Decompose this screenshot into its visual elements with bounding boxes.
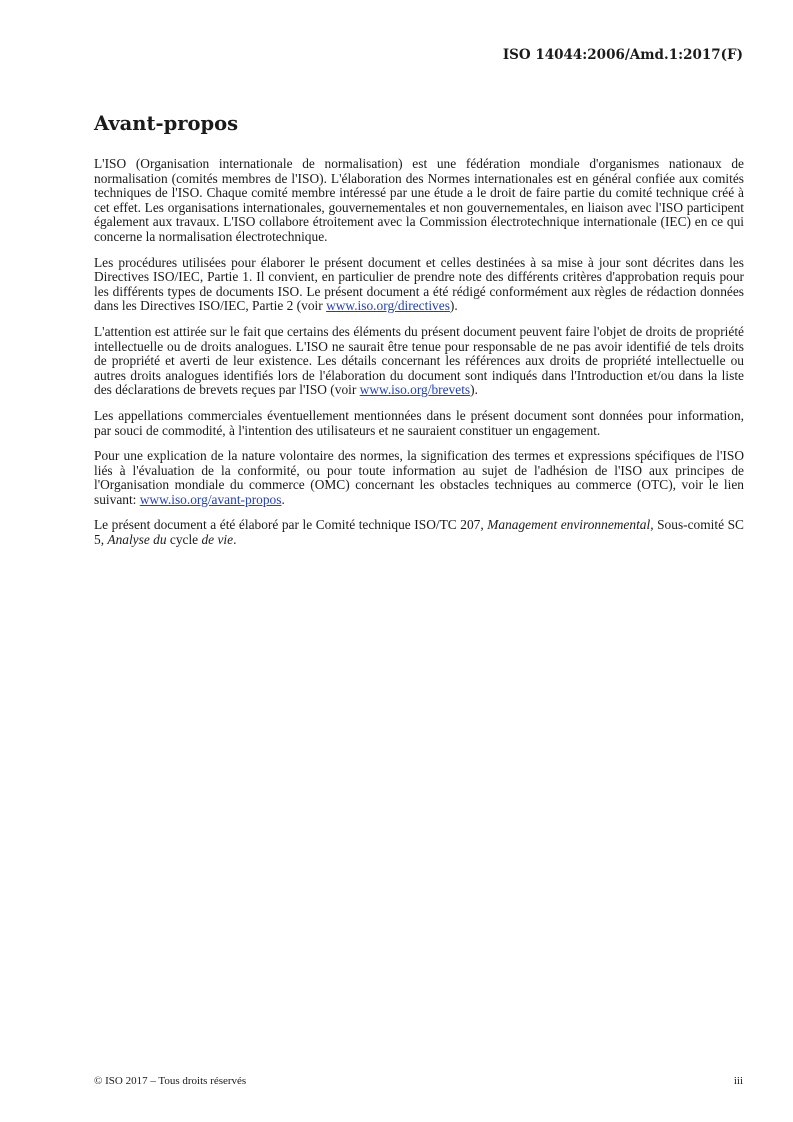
paragraph-text: Pour une explication de la nature volontaire des normes, la signification des termes et expressions spécifiques de l'ISO liés à l'évaluation de la conformité, ou pour toute information au sujet de l'adhésion de l'ISO aux principes de l'Organisation mondiale du commerce (OMC) concernant les obstacles techniques au commerce (OTC), voir le lien suivant: — [94, 448, 744, 507]
foreword-link[interactable]: www.iso.org/avant-propos — [139, 491, 282, 507]
paragraph-text: Les appellations commerciales éventuellement mentionnées dans le présent document sont données pour information, par souci de commodité, à l'intention des utilisateurs et ne sauraient constituer un engagement. — [94, 407, 744, 438]
subcommittee-name-part1: Analyse du — [107, 532, 167, 548]
paragraph-iso-description — [94, 157, 744, 245]
paragraph-patents — [94, 325, 744, 398]
directives-link[interactable]: www.iso.org/directives — [326, 298, 450, 314]
page-title: Avant-propos — [94, 112, 239, 135]
paragraph-text: Les procédures utilisées pour élaborer le présent document et celles destinées à sa mise à jour sont décrites dans les Directives ISO/IEC, Partie 1. Il convient, en particulier de prendre note des différents critères d'approbation requis pour les différents types de documents ISO. Le présent document a été rédigé conformément aux règles de rédaction données dans les Directives ISO/IEC, Partie 2 (voir — [94, 254, 744, 314]
paragraph-text: ). — [470, 382, 478, 398]
patents-link[interactable]: www.iso.org/brevets — [359, 382, 471, 398]
paragraph-procedures — [94, 256, 744, 314]
page-number: iii — [733, 1075, 743, 1087]
subcommittee-name-part2: de vie — [201, 532, 234, 548]
committee-name: Management environnemental — [487, 517, 651, 533]
paragraph-trade-names — [94, 409, 744, 438]
main-content — [94, 112, 744, 559]
copyright-notice: © ISO 2017 – Tous droits réservés — [94, 1075, 247, 1087]
paragraph-text: L'ISO (Organisation internationale de normalisation) est une fédération mondiale d'organismes nationaux de normalisation (comités membres de l'ISO). L'élaboration des Normes internationales est en général confiée aux comités techniques de l'ISO. Chaque comité membre intéressé par une étude a le droit de faire partie du comité technique créé à cet effet. Les organisations internationales, gouvernementales et non gouvernementales, en liaison avec l'ISO participent également aux travaux. L'ISO collabore étroitement avec la Commission électrotechnique internationale (IEC) en ce qui concerne la normalisation électrotechnique. — [94, 156, 744, 244]
paragraph-text: . — [281, 491, 285, 507]
paragraph-committee — [94, 518, 744, 547]
paragraph-text: Le présent document a été élaboré par le Comité technique ISO/TC 207, — [94, 517, 488, 533]
paragraph-text: cycle — [166, 532, 202, 548]
paragraph-text: L'attention est attirée sur le fait que certains des éléments du présent document peuvent faire l'objet de droits de propriété intellectuelle ou de droits analogues. L'ISO ne saurait être tenue pour responsable de ne pas avoir identifié de tels droits de propriété et averti de leur existence. Les détails concernant les références aux droits de propriété intellectuelle ou autres droits analogues identifiés lors de l'élaboration du document sont indiqués dans l'Introduction et/ou dans la liste des déclarations de brevets reçues par l'ISO (voir — [94, 323, 744, 398]
paragraph-voluntary-nature — [94, 449, 744, 507]
paragraph-text: , Sous-comité SC 5, — [94, 517, 744, 548]
paragraph-text: . — [233, 532, 237, 548]
paragraph-text: ). — [449, 298, 458, 314]
document-id-header: ISO 14044:2006/Amd.1:2017(F) — [502, 47, 743, 63]
